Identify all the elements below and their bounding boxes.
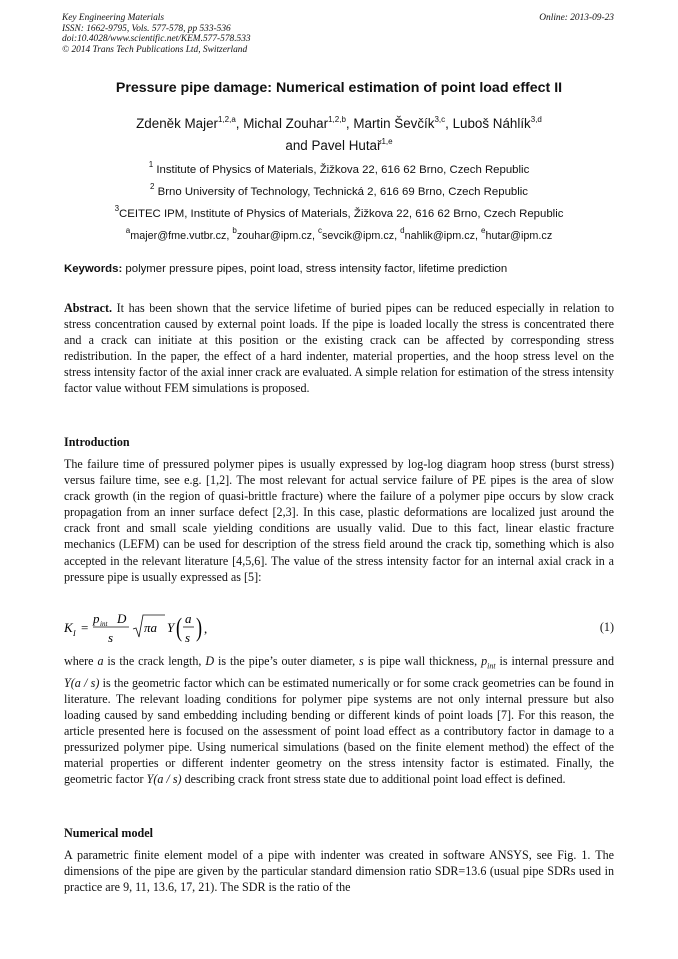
affiliation-sup: 1 [148, 160, 154, 169]
text-span: is internal [495, 654, 549, 668]
affiliation-text: CEITEC IPM, Institute of Physics of Materials, Žižkova 22, 616 62 Brno, Czech Republic [119, 208, 564, 220]
equation-explanation [64, 653, 614, 787]
author-sup: 3,d [530, 115, 542, 124]
eq-sqrt-body: πa [144, 620, 158, 635]
var-d: D [205, 654, 215, 668]
var-p-sub: int [487, 661, 496, 671]
journal-name: Key Engineering Materials [62, 13, 165, 23]
doi-line: doi:10.4028/www.scientific.net/KEM.577-578.533 [62, 34, 251, 45]
equation-1 [64, 607, 614, 649]
text-line: see Fig. 1. The dimensions of the pipe are given by the particular standard dimension ratio [64, 848, 614, 879]
author-sup: 3,c [434, 115, 446, 124]
author-sup: 1,e [381, 137, 393, 146]
text-line: kinds of point loads [7]. For this reason, the article presented here is focused on the assessment of [64, 707, 614, 738]
author-name: Michal Zouhar [243, 116, 329, 131]
var-s: s [359, 654, 364, 668]
var-y-ratio: Y(a / s) [146, 772, 182, 787]
text-line: geometries can be found in literature. The relevant loading conditions for polymer pipe systems are [64, 675, 614, 706]
author-name: Luboš Náhlík [452, 116, 531, 131]
author-sup: 1,2,b [328, 115, 346, 124]
paper-title: Pressure pipe damage: Numerical estimation of point load effect II [115, 80, 563, 96]
email-address[interactable]: majer@fme.vutbr.cz [130, 230, 227, 242]
email-address[interactable]: nahlik@ipm.cz [404, 230, 475, 242]
abstract-line: and the hoop stress level on the stress intensity factor of the axial inner crack are evaluated. A [64, 349, 615, 380]
authors-and: and [285, 138, 308, 153]
eq-p-sub: int [100, 620, 108, 628]
abstract-line: It has been shown that the service lifetime of buried pipes can be reduced especially in [116, 301, 559, 315]
email-sup: b [232, 226, 237, 235]
text-span: where [64, 654, 98, 668]
intro-line: plastic deformations are localized just around the crack front and small scale yielding conditions are [64, 505, 614, 536]
affiliation-text: Brno University of Technology, Technická 2, 616 69 Brno, Czech Republic [157, 186, 529, 198]
var-y-ratio: Y(a / s) [64, 675, 100, 690]
affiliation-text: Institute of Physics of Materials, Žižkova 22, 616 62 Brno, Czech Republic [156, 164, 530, 176]
keywords-text: polymer pressure pipes, point load, stress intensity factor, lifetime prediction [125, 263, 508, 275]
intro-line: (burst stress) versus failure time, see e.g. [1,2]. The most relevant for actual service failure of PE [64, 457, 614, 488]
online-date: Online: 2013-09-23 [539, 13, 614, 23]
text-line: A parametric finite element model of a pipe with indenter was created in software ANSYS, [64, 848, 532, 862]
eq-comma: , [204, 621, 208, 636]
email-address[interactable]: sevcik@ipm.cz [322, 230, 395, 242]
email-address[interactable]: zouhar@ipm.cz [236, 230, 313, 242]
text-line: describing crack front stress state due to additional point load effect is defined. [184, 772, 566, 787]
equation-formula [64, 607, 264, 649]
email-address[interactable]: hutar@ipm.cz [485, 230, 553, 242]
eq-paren-left: ( [176, 612, 183, 642]
issn-line: ISSN: 1662-9795, Vols. 577-578, pp 533-536 [62, 23, 231, 34]
eq-d: D [117, 611, 127, 626]
eq-k-sub: I [73, 629, 76, 638]
numerical-model-heading: Numerical model [64, 826, 154, 840]
intro-line: usually valid. Due to this fact, linear elastic fracture mechanics (LEFM) can be used for description [64, 521, 614, 552]
text-span: is pipe wall thickness, [363, 654, 482, 668]
eq-a: a [185, 611, 192, 626]
keywords [64, 263, 616, 275]
eq-s: s [108, 630, 114, 645]
intro-line: [4,5,6]. The value of the stress intensity factor for an internal axial crack in a pressure pipe is [64, 553, 614, 584]
author-name: Martin Ševčík [353, 116, 435, 131]
introduction-heading: Introduction [64, 435, 130, 449]
author-sup: 1,2,a [218, 115, 236, 124]
text-line: SDR=13.6 (usual pipe SDRs used in practice are 9, 11, 13.6, 17, 21). The SDR is the ratio of the [64, 864, 614, 895]
text-span: is the crack length, [103, 654, 206, 668]
keywords-label: Keywords: [64, 263, 123, 275]
var-p: p [481, 654, 488, 668]
eq-inner-s: s [185, 630, 191, 645]
eq-p: p [93, 611, 100, 626]
intro-line: of the stress field around the crack tip, something which is also accepted in the relevant literature [64, 537, 614, 568]
affiliation [0, 160, 678, 176]
affiliation-sup: 2 [149, 182, 155, 191]
abstract-line: is concentrated there and a crack can initiate at this position or the existing crack can be affected by [64, 317, 614, 348]
numerical-model-paragraph [64, 847, 614, 895]
intro-line: polymer pipe occurs by slow crack propagation from an inner surface defect [2,3]. In this case, [64, 489, 614, 520]
affiliation [0, 204, 678, 220]
abstract-line: proposed. [262, 381, 310, 396]
abstract-line: relation to stress concentration caused by external point loads. If the pipe is loaded locally the stress [64, 301, 615, 332]
copyright-line: © 2014 Trans Tech Publications Ltd, Switzerland [62, 44, 248, 55]
intro-line: usually expressed as [5]: [142, 569, 262, 584]
eq-k: K [64, 620, 73, 635]
equation-number: (1) [599, 620, 614, 634]
affiliation [0, 182, 678, 198]
var-a: a [97, 654, 104, 668]
text-span: is the geometric factor which can be estimated numerically or for some crack [99, 675, 479, 690]
text-span: is the pipe’s outer diameter, [214, 654, 360, 668]
author-name: Zdeněk Majer [136, 116, 218, 131]
running-header [62, 13, 614, 55]
authors-line-1: Zdeněk Majer$^{1,2,a}$, Michal Zouhar$^{1,2,b}$, Martin Ševčík$^{3,c}$, Luboš Náhlík$^{3,d}$ [136, 115, 542, 131]
email-sup: d [400, 226, 405, 235]
intro-line: pipes is the area of slow crack growth (in the region of quasi-brittle fracture) where the failure of a [64, 473, 614, 504]
eq-paren-right: ) [196, 612, 203, 642]
text-line: not only internal pressure but also loading caused by sand embedding including bending or different [64, 691, 614, 722]
affiliation-sup: 3 [114, 204, 120, 213]
text-line: point load effect as a contributory factor in damage to a pressurized polymer pipe. Using numerical [64, 723, 614, 754]
email-sup: e [481, 226, 486, 235]
eq-y: Y [167, 620, 175, 635]
text-line: indenter geometry on the stress intensity factor is estimated. Finally, the geometric factor [64, 755, 614, 787]
intro-line: The failure time of pressured polymer pipes is usually expressed by log-log diagram hoop stress [64, 457, 547, 471]
abstract-line: corresponding stress redistribution. In the paper, the effect of a hard indenter, material properties, [64, 333, 614, 364]
author-name: Pavel Hutař [311, 138, 382, 153]
introduction-paragraph [64, 456, 614, 585]
abstract-label: Abstract. [64, 301, 113, 315]
eq-equals: = [81, 620, 89, 635]
authors-line-2 [0, 138, 678, 153]
abstract-line: simple relation for estimation of the stress intensity factor value without FEM simulations is [64, 365, 614, 396]
abstract [64, 300, 614, 397]
email-sup: c [318, 226, 323, 235]
text-line: simulations (based on the finite element method) the effect of the material properties or different [64, 739, 615, 770]
email-line: $^a$majer@fme.vutbr.cz, $^b$zouhar@ipm.cz, $^c$sevcik@ipm.cz, $^d$nahlik@ipm.cz, $^e$hutar@ipm.cz [125, 226, 553, 242]
text-span: pressure and [552, 654, 615, 668]
email-sup: a [125, 226, 131, 235]
